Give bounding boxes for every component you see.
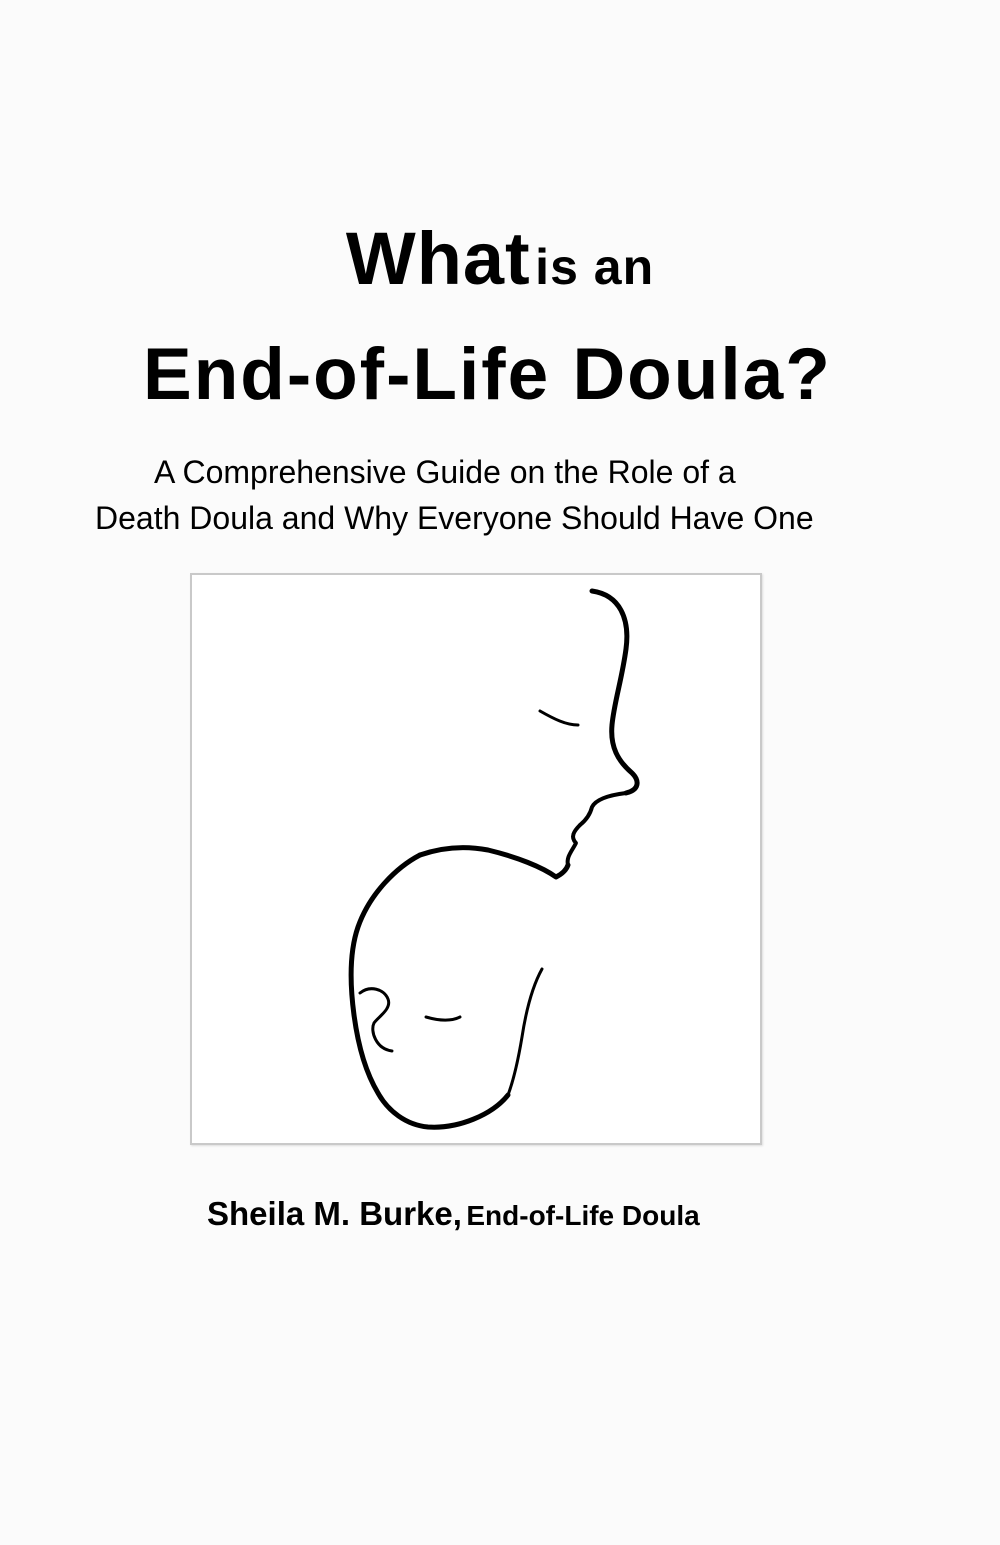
subtitle-line-2: Death Doula and Why Everyone Should Have One: [95, 500, 814, 536]
title-line-2: End-of-Life Doula?: [143, 334, 832, 415]
author-credit: [207, 1197, 700, 1230]
title-connector: is an: [535, 239, 655, 295]
author-role: End-of-Life Doula: [466, 1200, 700, 1231]
title-line-1: [0, 217, 1000, 300]
subtitle-line-1: A Comprehensive Guide on the Role of a: [154, 454, 736, 490]
illustration-frame: [190, 573, 762, 1145]
line-art-mother-and-child-icon: [192, 575, 760, 1143]
author-name: Sheila M. Burke,: [207, 1195, 462, 1232]
title-emphasis: What: [345, 217, 531, 300]
